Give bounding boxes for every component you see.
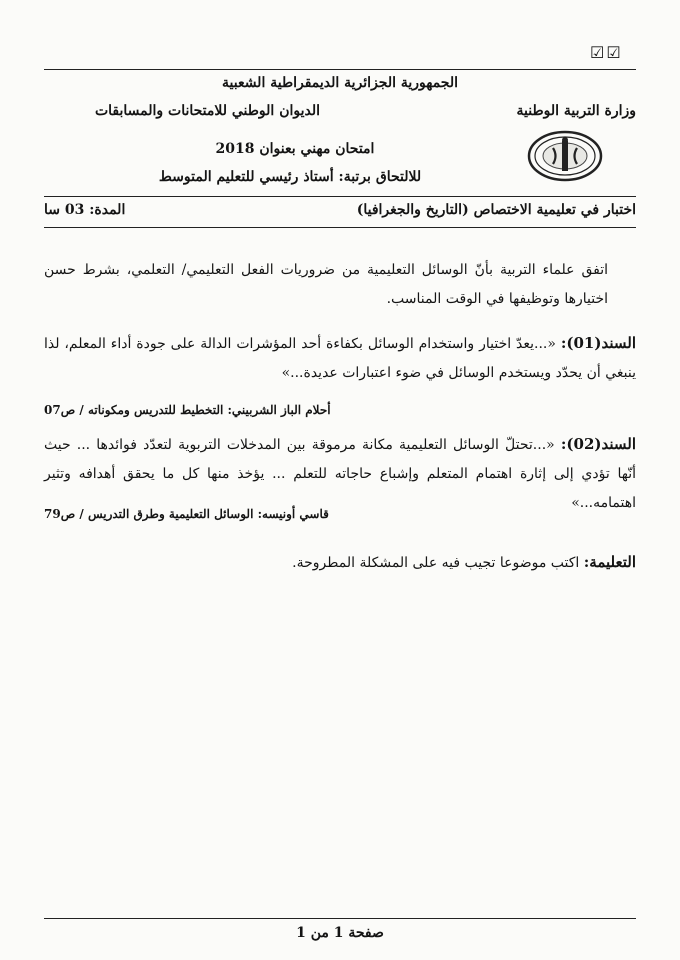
exam-rank: للالتحاق برتبة: أستاذ رئيسي للتعليم المتوسط	[158, 169, 422, 185]
source-2-label: السند(02):	[560, 435, 637, 453]
subject-rule	[44, 227, 636, 228]
ministry-name: وزارة التربية الوطنية	[516, 103, 636, 119]
source-2-reference: قاسي أونيسه: الوسائل التعليمية وطرق التدريس / ص79	[44, 507, 329, 521]
header-rule	[44, 196, 636, 197]
footer-rule	[44, 918, 636, 919]
source-1-reference: أحلام الباز الشربيني: التخطيط للتدريس ومكوناته / ص07	[44, 403, 331, 417]
instruction-block	[200, 553, 636, 571]
exam-duration: المدة: 03 سا	[44, 202, 126, 218]
checkbox-marks: ☑☑	[590, 43, 623, 62]
office-name: الديوان الوطني للامتحانات والمسابقات	[94, 103, 320, 119]
page-number: صفحة 1 من 1	[296, 925, 384, 941]
instruction-text: اكتب موضوعا تجيب فيه على المشكلة المطروحة.	[292, 555, 580, 571]
exam-subject: اختبار في تعليمية الاختصاص (التاريخ والجغرافيا)	[356, 202, 636, 218]
source-1-label: السند(01):	[560, 334, 636, 352]
top-rule	[44, 69, 636, 70]
intro-paragraph: اتفق علماء التربية بأنّ الوسائل التعليمية من ضروريات الفعل التعليمي/ التعلمي، بشرط حسن اختيارها وتوظيفها في الوقت المناسب.	[44, 262, 608, 307]
ministry-emblem-icon	[526, 130, 604, 182]
exam-title: امتحان مهني بعنوان 2018	[215, 141, 375, 157]
source-1-text: «...يعدّ اختيار واستخدام الوسائل بكفاءة أحد المؤشرات الدالة على جودة أداء المعلم، لذا ينبغي أن يحدّد ويستخدم الوسائل في ضوء اعتبارات عديدة...»	[44, 336, 636, 381]
source-2-block	[44, 430, 636, 518]
republic-heading: الجمهورية الجزائرية الديمقراطية الشعبية	[221, 75, 458, 91]
instruction-label: التعليمة:	[583, 553, 636, 571]
source-1-block	[44, 329, 636, 388]
source-2-text: «...تحتلّ الوسائل التعليمية مكانة مرموقة بين المدخلات التربوية لتعدّد فوائدها ... حيث أنّها تؤدي إلى إثارة اهتمام المتعلم وإشباع حاجاته للتعلم ... يؤخذ منها كل ما يحقق أهدافه وتثير اهتمامه...»	[44, 437, 636, 511]
